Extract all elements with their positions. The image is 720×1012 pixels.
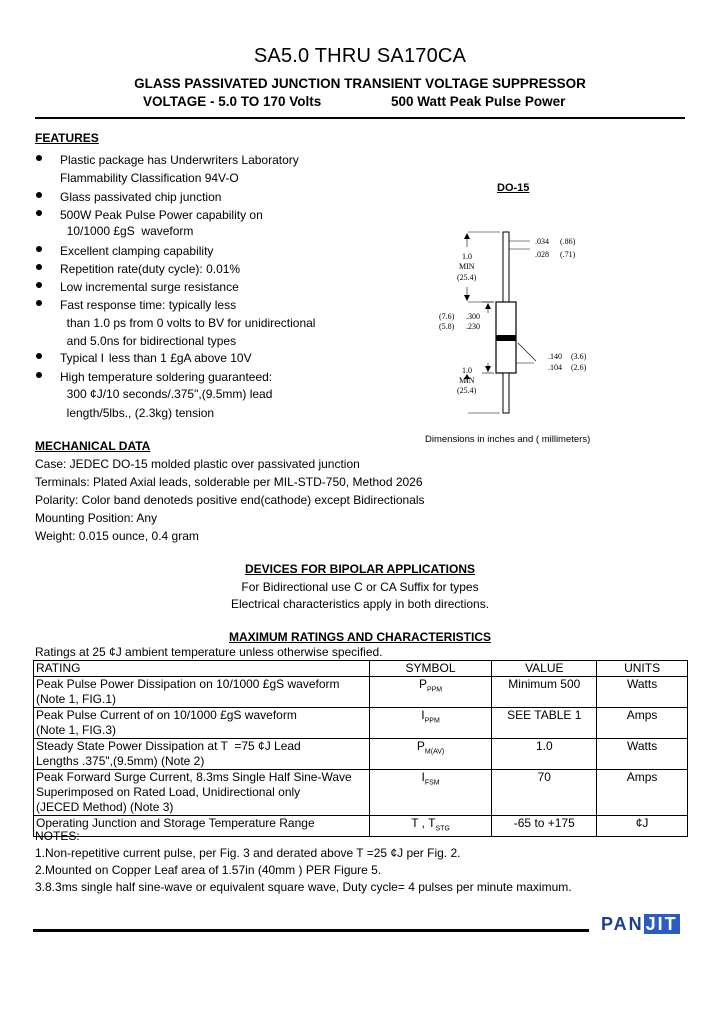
- page-subtitle: GLASS PASSIVATED JUNCTION TRANSIENT VOLTAGE SUPPRESSOR: [134, 76, 586, 91]
- footer-rule: [33, 929, 589, 932]
- dim-body-len-in-lo: .230: [466, 322, 480, 331]
- dim-bottom-lead-length: 1.0: [462, 366, 472, 375]
- dim-lead-dia-mm-lo: (.71): [560, 250, 576, 259]
- mechanical-line: Terminals: Plated Axial leads, solderable per MIL-STD-750, Method 2026: [35, 475, 423, 489]
- feature-line: 10/1000 £gS waveform: [60, 224, 194, 238]
- rating-text: Peak Pulse Power Dissipation on 10/1000 £gS waveform: [36, 677, 340, 691]
- units-cell: Watts: [597, 739, 688, 770]
- symbol-subscript: PPM: [424, 717, 440, 725]
- diagram-label: DO-15: [497, 182, 530, 194]
- bullet-icon: [36, 372, 42, 378]
- symbol-subscript: FSM: [424, 779, 440, 787]
- feature-line: Repetition rate(duty cycle): 0.01%: [60, 262, 241, 276]
- feature-line: Typical I less than 1 £gA above 10V: [60, 351, 252, 365]
- table-row: [34, 708, 688, 739]
- notes-heading: NOTES:: [35, 829, 80, 843]
- column-header: RATING: [34, 661, 370, 677]
- logo-text: PAN: [601, 914, 644, 934]
- bullet-icon: [36, 264, 42, 270]
- feature-line: Low incremental surge resistance: [60, 280, 239, 294]
- column-header: SYMBOL: [369, 661, 492, 677]
- symbol-text: P: [416, 739, 425, 753]
- mechanical-heading: MECHANICAL DATA: [35, 439, 151, 453]
- note-line: 3.8.3ms single half sine-wave or equivalent square wave, Duty cycle= 4 pulses per minute maximum.: [35, 880, 572, 894]
- dim-bottom-lead-mm: (25.4): [457, 386, 477, 395]
- rating-cell: [34, 677, 370, 708]
- dim-top-lead-min: MIN: [459, 262, 475, 271]
- dim-body-dia-mm-lo: (2.6): [571, 363, 587, 372]
- rating-text: Peak Forward Surge Current, 8.3ms Single Half Sine-Wave: [36, 770, 352, 784]
- mechanical-line: Case: JEDEC DO-15 molded plastic over passivated junction: [35, 457, 360, 471]
- column-header: UNITS: [597, 661, 688, 677]
- peak-power: 500 Watt Peak Pulse Power: [391, 94, 566, 109]
- dim-body-len-mm-lo: (5.8): [439, 322, 455, 331]
- dim-top-lead-mm: (25.4): [457, 273, 477, 282]
- bipolar-line: For Bidirectional use C or CA Suffix for types: [241, 580, 479, 594]
- rating-text: (Note 1, FIG.3): [36, 723, 117, 737]
- feature-line: Glass passivated chip junction: [60, 190, 222, 204]
- rating-cell: [34, 770, 370, 816]
- rating-text: Operating Junction and Storage Temperature Range: [36, 816, 315, 830]
- mechanical-line: Polarity: Color band denoteds positive end(cathode) except Bidirectionals: [35, 493, 425, 507]
- rating-text: (JECED Method) (Note 3): [36, 800, 174, 814]
- feature-line: and 5.0ns for bidirectional types: [60, 334, 237, 348]
- symbol-text: I: [421, 708, 425, 722]
- table-row: [34, 816, 688, 837]
- symbol-subscript: PPM: [426, 686, 443, 694]
- voltage-range: VOLTAGE - 5.0 TO 170 Volts: [143, 94, 322, 109]
- diagram-caption: Dimensions in inches and ( millimeters): [425, 434, 591, 445]
- value-cell: Minimum 500: [492, 677, 597, 708]
- symbol-subscript: M(AV): [424, 748, 445, 756]
- feature-line: length/5lbs., (2.3kg) tension: [60, 406, 215, 420]
- feature-line: Fast response time: typically less: [60, 298, 237, 312]
- bullet-icon: [36, 353, 42, 359]
- table-row: [34, 677, 688, 708]
- rating-cell: [34, 708, 370, 739]
- feature-line: than 1.0 ps from 0 volts to BV for unidirectional: [60, 316, 316, 330]
- table-row: [34, 770, 688, 816]
- table-header-row: [34, 661, 688, 677]
- column-header: VALUE: [492, 661, 597, 677]
- dim-lead-dia-in-lo: .028: [535, 250, 549, 259]
- feature-line: Excellent clamping capability: [60, 244, 214, 258]
- symbol-text: T , T: [411, 816, 436, 830]
- value-cell: -65 to +175: [492, 816, 597, 837]
- symbol-cell: [369, 677, 492, 708]
- mechanical-line: Mounting Position: Any: [35, 511, 158, 525]
- units-cell: Amps: [597, 708, 688, 739]
- ratings-note: Ratings at 25 ¢J ambient temperature unless otherwise specified.: [35, 645, 383, 659]
- symbol-cell: [369, 708, 492, 739]
- bullet-icon: [36, 192, 42, 198]
- rating-text: Lengths .375",(9.5mm) (Note 2): [36, 754, 205, 768]
- top-lead: [503, 232, 509, 303]
- bullet-icon: [36, 300, 42, 306]
- feature-line: High temperature soldering guaranteed:: [60, 370, 273, 384]
- note-line: 1.Non-repetitive current pulse, per Fig. 3 and derated above T =25 ¢J per Fig. 2.: [35, 846, 461, 860]
- dim-body-len-mm-hi: (7.6): [439, 312, 455, 321]
- header-rule: [35, 117, 685, 119]
- rating-text: Superimposed on Rated Load, Unidirectional only: [36, 785, 301, 799]
- bullet-icon: [36, 246, 42, 252]
- bullet-icon: [36, 155, 42, 161]
- dim-lead-dia-mm-hi: (.86): [560, 237, 576, 246]
- rating-text: Steady State Power Dissipation at T =75 ¢J Lead: [36, 739, 301, 753]
- bottom-lead: [503, 373, 509, 413]
- units-cell: Amps: [597, 770, 688, 816]
- rating-cell: [34, 739, 370, 770]
- symbol-cell: [369, 816, 492, 837]
- symbol-text: I: [421, 770, 425, 784]
- value-cell: SEE TABLE 1: [492, 708, 597, 739]
- dim-body-dia-in-hi: .140: [548, 352, 562, 361]
- table-row: [34, 739, 688, 770]
- note-line: 2.Mounted on Copper Leaf area of 1.57in (40mm ) PER Figure 5.: [35, 863, 382, 877]
- page-title: SA5.0 THRU SA170CA: [253, 45, 467, 67]
- features-heading: FEATURES: [35, 131, 99, 145]
- bipolar-heading: DEVICES FOR BIPOLAR APPLICATIONS: [244, 562, 475, 576]
- dim-top-lead-length: 1.0: [462, 252, 472, 261]
- logo-text-highlight: JIT: [645, 914, 678, 934]
- value-cell: 1.0: [492, 739, 597, 770]
- dim-lead-dia-in-hi: .034: [535, 237, 549, 246]
- panjit-logo: [601, 914, 680, 935]
- units-cell: ¢J: [597, 816, 688, 837]
- feature-line: 500W Peak Pulse Power capability on: [60, 208, 263, 222]
- bipolar-line: Electrical characteristics apply in both directions.: [230, 597, 490, 611]
- dim-body-dia-in-lo: .104: [548, 363, 562, 372]
- rating-cell: [34, 816, 370, 837]
- symbol-cell: [369, 770, 492, 816]
- ratings-heading: MAXIMUM RATINGS AND CHARACTERISTICS: [229, 630, 491, 644]
- units-cell: Watts: [597, 677, 688, 708]
- feature-line: 300 ¢J/10 seconds/.375",(9.5mm) lead: [60, 387, 273, 401]
- value-cell: 70: [492, 770, 597, 816]
- cathode-band: [496, 335, 516, 341]
- rating-text: Peak Pulse Current of on 10/1000 £gS waveform: [36, 708, 297, 722]
- bullet-icon: [36, 282, 42, 288]
- feature-line: Plastic package has Underwriters Laboratory: [60, 153, 299, 167]
- dim-bottom-lead-min: MIN: [459, 376, 475, 385]
- symbol-subscript: STG: [435, 825, 450, 833]
- ratings-table: [33, 660, 688, 837]
- dim-body-len-in-hi: .300: [466, 312, 480, 321]
- dim-body-dia-mm-hi: (3.6): [571, 352, 587, 361]
- feature-line: Flammability Classification 94V-O: [60, 171, 239, 185]
- bullet-icon: [36, 210, 42, 216]
- mechanical-line: Weight: 0.015 ounce, 0.4 gram: [35, 529, 199, 543]
- symbol-text: P: [418, 677, 427, 691]
- rating-text: (Note 1, FIG.1): [36, 692, 117, 706]
- symbol-cell: [369, 739, 492, 770]
